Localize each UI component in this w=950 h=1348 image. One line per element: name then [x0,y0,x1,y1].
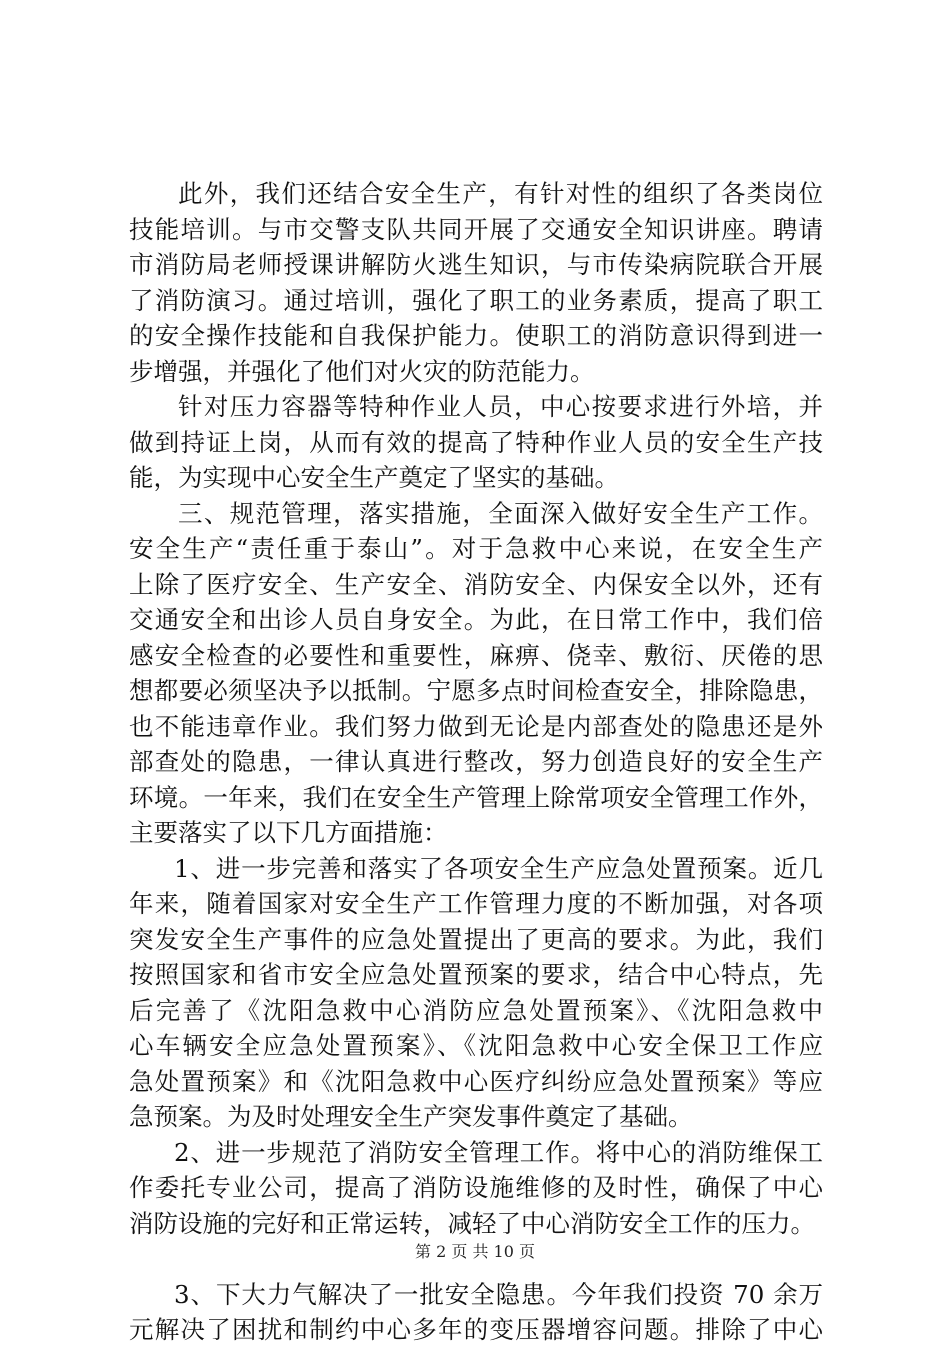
paragraph-3-line-5: 感安全检查的必要性和重要性，麻痹、侥幸、敷衍、厌倦的思 [129,640,823,670]
paragraph-3-line-2: 安全生产“责任重于泰山”。对于急救中心来说，在安全生产 [129,534,823,563]
paragraph-3-line-4: 交通安全和出诊人员自身安全。为此，在日常工作中，我们倍 [129,605,823,634]
paragraph-3-line-6: 想都要必须坚决予以抵制。宁愿多点时间检查安全，排除隐患， [129,676,823,705]
paragraph-5-line-1: 2、进一步规范了消防安全管理工作。将中心的消防维保工 [174,1137,823,1167]
paragraph-3-line-8: 部查处的隐患，一律认真进行整改，努力创造良好的安全生产 [129,747,823,776]
paragraph-4-line-6: 心车辆安全应急处置预案》、《沈阳急救中心安全保卫工作应 [129,1031,823,1060]
paragraph-1-line-6: 步增强，并强化了他们对火灾的防范能力。 [129,356,595,386]
paragraph-5-line-2: 作委托专业公司，提高了消防设施维修的及时性，确保了中心 [129,1173,823,1202]
paragraph-3-line-7: 也不能违章作业。我们努力做到无论是内部查处的隐患还是外 [129,711,823,741]
paragraph-4-line-1: 1、进一步完善和落实了各项安全生产应急处置预案。近几 [174,853,823,883]
paragraph-5-line-3: 消防设施的完好和正常运转，减轻了中心消防安全工作的压力。 [129,1208,815,1238]
paragraph-4-line-3: 突发安全生产事件的应急处置提出了更高的要求。为此，我们 [129,924,823,954]
paragraph-1-line-5: 的安全操作技能和自我保护能力。使职工的消防意识得到进一 [129,321,823,350]
paragraph-2-line-3: 能，为实现中心安全生产奠定了坚实的基础。 [129,463,619,492]
paragraph-3-line-3: 上除了医疗安全、生产安全、消防安全、内保安全以外，还有 [129,569,823,599]
paragraph-1-line-2: 技能培训。与市交警支队共同开展了交通安全知识讲座。聘请 [129,214,823,244]
paragraph-3-line-1: 三、规范管理，落实措施，全面深入做好安全生产工作。 [178,498,823,528]
paragraph-1-line-3: 市消防局老师授课讲解防火逃生知识，与市传染病院联合开展 [129,250,823,279]
paragraph-4-line-8: 急预案。为及时处理安全生产突发事件奠定了基础。 [129,1102,693,1131]
paragraph-6-line-2: 元解决了困扰和制约中心多年的变压器增容问题。排除了中心 [129,1315,823,1344]
paragraph-2-line-1: 针对压力容器等特种作业人员，中心按要求进行外培，并 [178,392,823,421]
document-body [129,176,823,1348]
paragraph-4-line-2: 年来，随着国家对安全生产工作管理力度的不断加强，对各项 [129,889,823,918]
paragraph-4-line-5: 后完善了《沈阳急救中心消防应急处置预案》、《沈阳急救中 [129,995,823,1025]
paragraph-4-line-7: 急处置预案》和《沈阳急救中心医疗纠纷应急处置预案》等应 [129,1066,823,1096]
paragraph-1-line-4: 了消防演习。通过培训，强化了职工的业务素质，提高了职工 [129,285,823,315]
paragraph-4-line-4: 按照国家和省市安全应急处置预案的要求，结合中心特点，先 [129,960,823,989]
paragraph-3-line-9: 环境。一年来，我们在安全生产管理上除常项安全管理工作外， [129,782,823,812]
paragraph-6-line-1: 3、下大力气解决了一批安全隐患。今年我们投资 70 余万 [174,1279,823,1309]
paragraph-2-line-2: 做到持证上岗，从而有效的提高了特种作业人员的安全生产技 [129,427,823,457]
page-number-footer: 第 2 页 共 10 页 [415,1242,535,1261]
paragraph-3-line-10: 主要落实了以下几方面措施： [129,818,448,847]
paragraph-1-line-1: 此外，我们还结合安全生产，有针对性的组织了各类岗位 [178,179,823,208]
